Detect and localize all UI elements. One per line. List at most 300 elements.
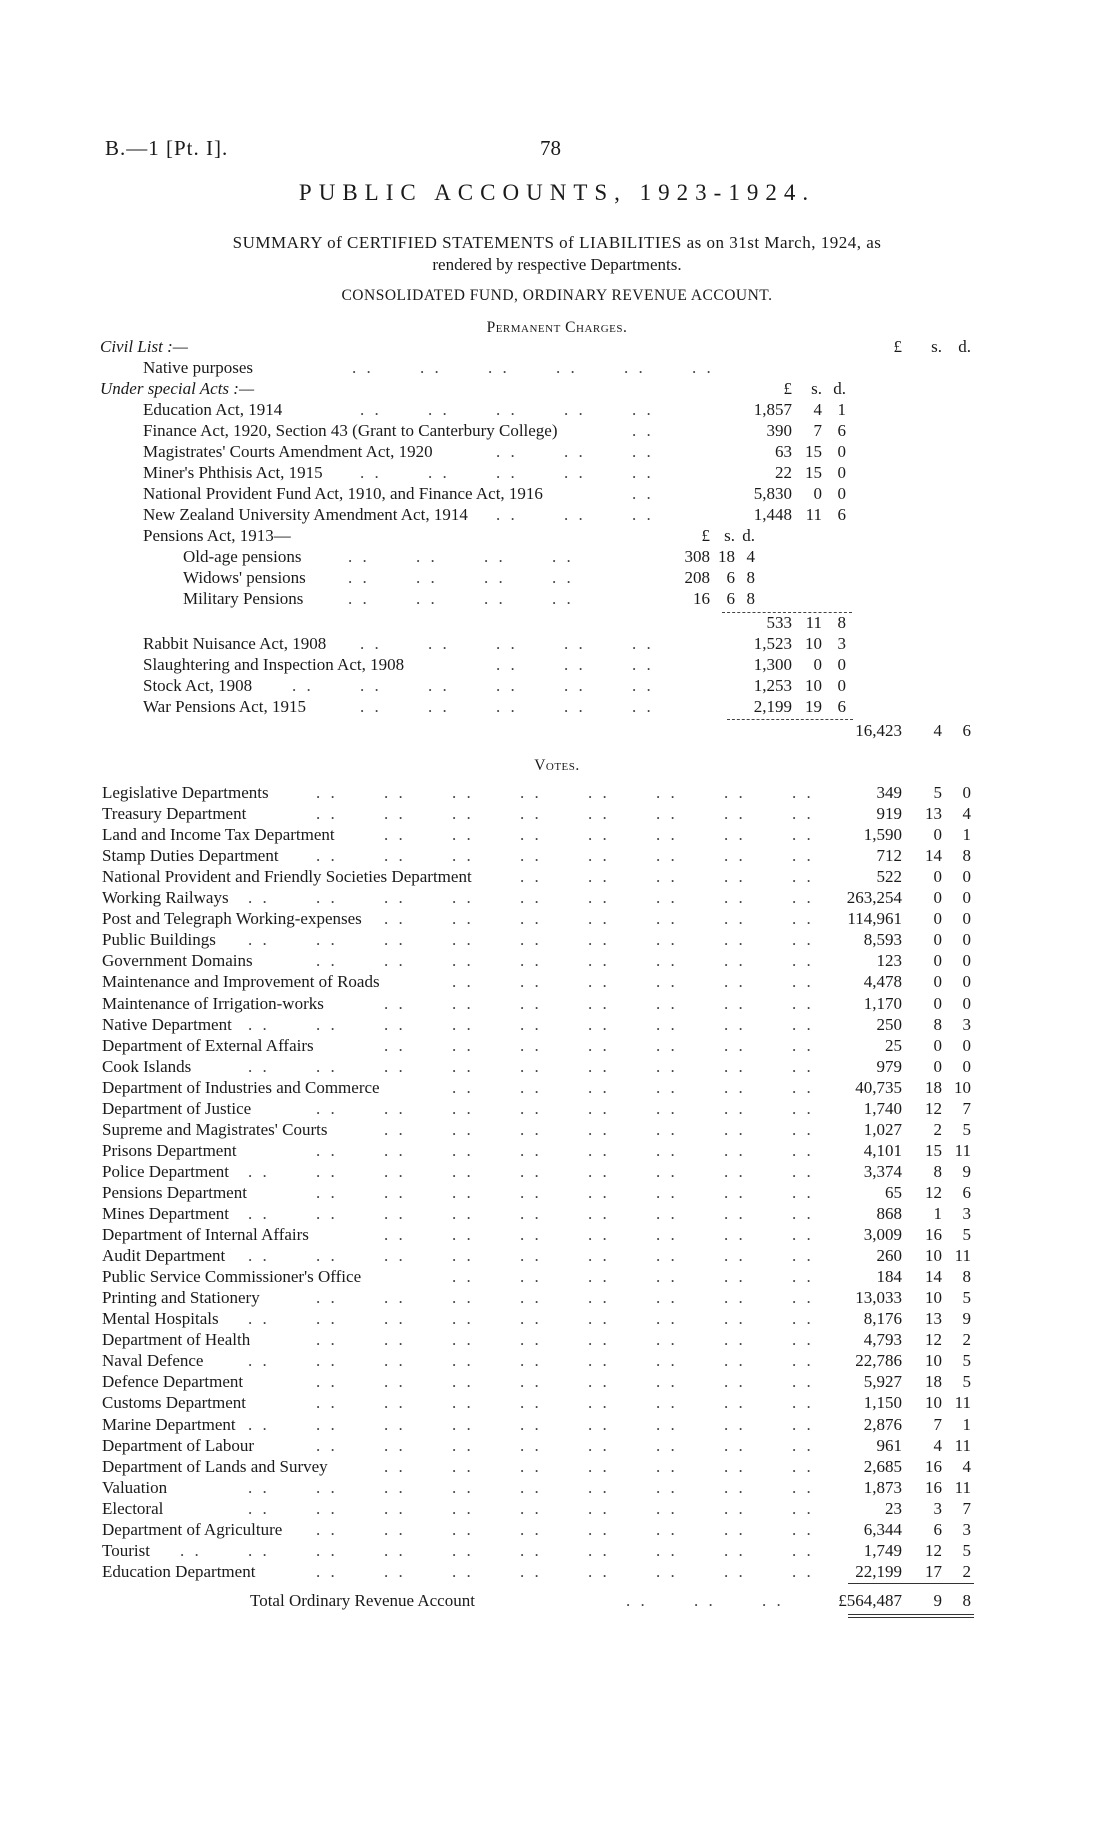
leader-dots: . . [384, 909, 406, 929]
leader-dots: . . [724, 1477, 746, 1497]
leader-dots: . . [656, 1056, 678, 1076]
leader-dots: . . [316, 1435, 338, 1455]
leader-dots: . . [520, 1372, 542, 1392]
vote-pence: 2 [962, 1561, 971, 1581]
leader-dots: . . [496, 655, 518, 674]
vote-pounds: 260 [876, 1246, 902, 1266]
vote-shillings: 10 [925, 1351, 942, 1371]
leader-dots: . . [384, 993, 406, 1013]
inner-shillings-header: s. [724, 526, 735, 545]
leader-dots: . . [724, 993, 746, 1013]
leader-dots: . . [656, 846, 678, 866]
leader-dots: . . [316, 1498, 338, 1518]
leader-dots: . . [792, 888, 814, 908]
leader-dots: . . [384, 1540, 406, 1560]
leader-dots: . . [588, 930, 610, 950]
leader-dots: . . [520, 1498, 542, 1518]
leader-dots: . . [724, 1435, 746, 1455]
vote-pence: 5 [962, 1540, 971, 1560]
special-act-shillings: 4 [813, 400, 822, 419]
leader-dots: . . [656, 993, 678, 1013]
leader-dots: . . [520, 1330, 542, 1350]
vote-label: National Provident and Friendly Societies Department [102, 867, 472, 887]
leader-dots: . . [452, 1140, 474, 1160]
leader-dots: . . [588, 1540, 610, 1560]
leader-dots: . . [588, 1140, 610, 1160]
vote-shillings: 0 [933, 825, 942, 845]
vote-pounds: 522 [876, 867, 902, 887]
special-act-label: National Provident Fund Act, 1910, and Finance Act, 1916 [143, 484, 543, 503]
special-act-pounds: 1,253 [753, 676, 792, 695]
vote-pounds: 123 [876, 951, 902, 971]
leader-dots: . . [360, 634, 382, 653]
leader-dots: . . [656, 1140, 678, 1160]
leader-dots: . . [792, 1540, 814, 1560]
leader-dots: . . [520, 1225, 542, 1245]
leader-dots: . . [384, 1519, 406, 1539]
leader-dots: . . [316, 1477, 338, 1497]
vote-pence: 0 [962, 1056, 971, 1076]
leader-dots: . . [496, 676, 518, 695]
leader-dots: . . [588, 1498, 610, 1518]
leader-dots: . . [384, 1225, 406, 1245]
leader-dots: . . [384, 1498, 406, 1518]
leader-dots: . . [588, 1098, 610, 1118]
leader-dots: . . [452, 1435, 474, 1455]
pensions-total-pence: 8 [837, 613, 846, 632]
vote-label: Police Department [102, 1161, 229, 1181]
vote-pounds: 1,590 [863, 825, 902, 845]
permanent-total-shillings: 4 [933, 721, 942, 740]
leader-dots: . . [792, 1393, 814, 1413]
leader-dots: . . [520, 846, 542, 866]
leader-dots: . . [724, 909, 746, 929]
leader-dots: . . [496, 505, 518, 524]
special-acts-heading: Under special Acts :— [100, 379, 255, 398]
vote-pence: 7 [962, 1098, 971, 1118]
leader-dots: . . [724, 867, 746, 887]
leader-dots: . . [420, 358, 442, 377]
vote-label: Pensions Department [102, 1182, 247, 1202]
pensions-total-shillings: 11 [805, 613, 822, 632]
leader-dots: . . [792, 1056, 814, 1076]
special-act-shillings: 11 [805, 505, 822, 524]
leader-dots: . . [520, 804, 542, 824]
leader-dots: . . [452, 1225, 474, 1245]
leader-dots: . . [588, 825, 610, 845]
leader-dots: . . [656, 1456, 678, 1476]
leader-dots: . . [452, 1035, 474, 1055]
leader-dots: . . [564, 442, 586, 461]
leader-dots: . . [656, 1519, 678, 1539]
leader-dots: . . [520, 1288, 542, 1308]
leader-dots: . . [588, 1246, 610, 1266]
leader-dots: . . [656, 1204, 678, 1223]
vote-label: Supreme and Magistrates' Courts [102, 1119, 328, 1139]
outer-shillings-header: s. [931, 337, 942, 356]
leader-dots: . . [384, 1309, 406, 1329]
vote-pence: 6 [962, 1182, 971, 1202]
leader-dots: . . [724, 1330, 746, 1350]
leader-dots: . . [520, 972, 542, 992]
vote-shillings: 8 [933, 1161, 942, 1181]
leader-dots: . . [724, 1267, 746, 1287]
pension-pence: 8 [746, 589, 755, 608]
leader-dots: . . [724, 783, 746, 802]
vote-pounds: 1,150 [863, 1393, 902, 1413]
outer-pence-header: d. [958, 337, 971, 356]
leader-dots: . . [316, 1098, 338, 1118]
leader-dots: . . [656, 888, 678, 908]
leader-dots: . . [316, 1140, 338, 1160]
page-title: PUBLIC ACCOUNTS, 1923-1924. [298, 180, 816, 205]
vote-pounds: 23 [885, 1498, 902, 1518]
leader-dots: . . [496, 634, 518, 653]
vote-shillings: 13 [925, 1309, 942, 1329]
vote-label: Marine Department [102, 1414, 236, 1434]
vote-pounds: 40,735 [855, 1077, 902, 1097]
leader-dots: . . [724, 1561, 746, 1581]
leader-dots: . . [248, 1540, 270, 1560]
leader-dots: . . [724, 1540, 746, 1560]
leader-dots: . . [416, 568, 438, 587]
vote-pence: 3 [962, 1014, 971, 1034]
vote-shillings: 0 [933, 888, 942, 908]
vote-pounds: 1,873 [863, 1477, 902, 1497]
vote-pounds: 4,101 [863, 1140, 902, 1160]
leader-dots: . . [248, 1477, 270, 1497]
leader-dots: . . [520, 951, 542, 971]
vote-pence: 4 [962, 804, 971, 824]
leader-dots: . . [428, 676, 450, 695]
vote-pence: 0 [962, 1035, 971, 1055]
leader-dots: . . [316, 1561, 338, 1581]
vote-label: Mines Department [102, 1204, 229, 1223]
vote-pence: 0 [962, 783, 971, 802]
vote-label: Department of Justice [102, 1098, 252, 1118]
leader-dots: . . [588, 1204, 610, 1223]
leader-dots: . . [248, 888, 270, 908]
pension-pence: 4 [746, 547, 755, 566]
leader-dots: . . [452, 1056, 474, 1076]
leader-dots: . . [520, 1014, 542, 1034]
leader-dots: . . [588, 1393, 610, 1413]
leader-dots: . . [520, 1056, 542, 1076]
leader-dots: . . [656, 1414, 678, 1434]
vote-pounds: 3,009 [863, 1225, 902, 1245]
leader-dots: . . [384, 1393, 406, 1413]
vote-pounds: 979 [876, 1056, 902, 1076]
leader-dots: . . [496, 400, 518, 419]
leader-dots: . . [520, 993, 542, 1013]
leader-dots: . . [588, 1561, 610, 1581]
leader-dots: . . [520, 1077, 542, 1097]
leader-dots: . . [792, 1077, 814, 1097]
leader-dots: . . [724, 1098, 746, 1118]
leader-dots: . . [452, 888, 474, 908]
leader-dots: . . [452, 825, 474, 845]
leader-dots: . . [520, 1161, 542, 1181]
leader-dots: . . [656, 825, 678, 845]
vote-pounds: 2,876 [863, 1414, 902, 1434]
leader-dots: . . [520, 1477, 542, 1497]
leader-dots: . . [724, 930, 746, 950]
vote-pence: 5 [962, 1372, 971, 1392]
vote-label: Department of Internal Affairs [102, 1225, 309, 1245]
leader-dots: . . [724, 1498, 746, 1518]
vote-label: Government Domains [102, 951, 253, 971]
leader-dots: . . [632, 505, 654, 524]
leader-dots: . . [384, 1435, 406, 1455]
vote-pence: 3 [962, 1519, 971, 1539]
leader-dots: . . [384, 951, 406, 971]
leader-dots: . . [588, 867, 610, 887]
special-act-pence: 1 [837, 400, 846, 419]
leader-dots: . . [564, 655, 586, 674]
leader-dots: . . [484, 589, 506, 608]
leader-dots: . . [384, 804, 406, 824]
inner-pounds-header: £ [701, 526, 710, 545]
vote-shillings: 0 [933, 1056, 942, 1076]
vote-shillings: 12 [925, 1182, 942, 1202]
leader-dots: . . [452, 1098, 474, 1118]
vote-label: Public Service Commissioner's Office [102, 1267, 362, 1287]
leader-dots: . . [724, 1393, 746, 1413]
leader-dots: . . [520, 1309, 542, 1329]
vote-pence: 5 [962, 1288, 971, 1308]
leader-dots: . . [416, 589, 438, 608]
leader-dots: . . [520, 930, 542, 950]
leader-dots: . . [724, 1140, 746, 1160]
leader-dots: . . [588, 1309, 610, 1329]
leader-dots: . . [384, 888, 406, 908]
vote-shillings: 13 [925, 804, 942, 824]
leader-dots: . . [384, 1330, 406, 1350]
leader-dots: . . [792, 993, 814, 1013]
vote-label: Education Department [102, 1561, 256, 1581]
vote-pence: 11 [954, 1435, 971, 1455]
vote-pence: 5 [962, 1119, 971, 1139]
leader-dots: . . [724, 1056, 746, 1076]
leader-dots: . . [724, 1035, 746, 1055]
vote-pounds: 712 [876, 846, 902, 866]
leader-dots: . . [656, 1393, 678, 1413]
leader-dots: . . [792, 951, 814, 971]
vote-pounds: 1,749 [863, 1540, 902, 1560]
pensions-total-pounds: 533 [766, 613, 792, 632]
leader-dots: . . [384, 1561, 406, 1581]
leader-dots: . . [656, 783, 678, 802]
leader-dots: . . [564, 676, 586, 695]
leader-dots: . . [632, 655, 654, 674]
leader-dots: . . [452, 804, 474, 824]
vote-pence: 0 [962, 972, 971, 992]
leader-dots: . . [384, 783, 406, 802]
leader-dots: . . [348, 547, 370, 566]
leader-dots: . . [656, 1225, 678, 1245]
mid-pence-header: d. [833, 379, 846, 398]
leader-dots: . . [656, 930, 678, 950]
vote-pounds: 22,786 [855, 1351, 902, 1371]
leader-dots: . . [452, 1014, 474, 1034]
leader-dots: . . [452, 1351, 474, 1371]
leader-dots: . . [316, 846, 338, 866]
vote-shillings: 18 [925, 1372, 942, 1392]
vote-label: Treasury Department [102, 804, 247, 824]
leader-dots: . . [316, 783, 338, 802]
vote-shillings: 12 [925, 1330, 942, 1350]
vote-pence: 1 [962, 825, 971, 845]
leader-dots: . . [428, 400, 450, 419]
leader-dots: . . [656, 909, 678, 929]
leader-dots: . . [520, 1267, 542, 1287]
leader-dots: . . [588, 1035, 610, 1055]
leader-dots: . . [588, 1435, 610, 1455]
grand-total-rule-1 [848, 1614, 974, 1615]
leader-dots: . . [656, 867, 678, 887]
vote-label: Maintenance and Improvement of Roads [102, 972, 380, 992]
leader-dots: . . [552, 568, 574, 587]
leader-dots: . . [792, 1225, 814, 1245]
leader-dots: . . [316, 1330, 338, 1350]
leader-dots: . . [792, 1014, 814, 1034]
leader-dots: . . [564, 634, 586, 653]
vote-pence: 11 [954, 1246, 971, 1266]
vote-label: Customs Department [102, 1393, 247, 1413]
leader-dots: . . [656, 1119, 678, 1139]
leader-dots: . . [348, 568, 370, 587]
votes-heading: Votes. [534, 757, 580, 774]
leader-dots: . . [588, 1351, 610, 1371]
leader-dots: . . [452, 972, 474, 992]
grand-total-shillings: 9 [933, 1590, 942, 1610]
leader-dots: . . [496, 463, 518, 482]
leader-dots: . . [792, 1204, 814, 1223]
leader-dots: . . [348, 589, 370, 608]
leader-dots: . . [588, 1077, 610, 1097]
vote-pounds: 1,027 [863, 1119, 902, 1139]
leader-dots: . . [316, 1182, 338, 1202]
leader-dots: . . [452, 993, 474, 1013]
leader-dots: . . [180, 1540, 202, 1560]
leader-dots: . . [588, 1182, 610, 1202]
vote-pence: 5 [962, 1351, 971, 1371]
leader-dots: . . [792, 1351, 814, 1371]
civil-list-heading: Civil List :— [100, 337, 188, 356]
special-act-pence: 6 [837, 505, 846, 524]
leader-dots: . . [452, 951, 474, 971]
special-act-shillings: 10 [805, 634, 822, 653]
leader-dots: . . [520, 1540, 542, 1560]
leader-dots: . . [248, 1414, 270, 1434]
leader-dots: . . [626, 1590, 648, 1610]
vote-shillings: 4 [933, 1435, 942, 1455]
leader-dots: . . [792, 1140, 814, 1160]
vote-label: Public Buildings [102, 930, 216, 950]
leader-dots: . . [588, 972, 610, 992]
leader-dots: . . [384, 1246, 406, 1266]
leader-dots: . . [588, 1161, 610, 1181]
leader-dots: . . [588, 1225, 610, 1245]
vote-label: Department of External Affairs [102, 1035, 314, 1055]
leader-dots: . . [792, 1288, 814, 1308]
vote-pounds: 2,685 [863, 1456, 902, 1476]
vote-pence: 2 [962, 1330, 971, 1350]
leader-dots: . . [384, 1119, 406, 1139]
leader-dots: . . [656, 1267, 678, 1287]
leader-dots: . . [452, 1204, 474, 1223]
vote-shillings: 10 [925, 1288, 942, 1308]
leader-dots: . . [316, 888, 338, 908]
leader-dots: . . [316, 1246, 338, 1266]
vote-shillings: 12 [925, 1098, 942, 1118]
leader-dots: . . [520, 1140, 542, 1160]
vote-label: Valuation [102, 1477, 168, 1497]
vote-label: Department of Industries and Commerce [102, 1077, 380, 1097]
leader-dots: . . [248, 1161, 270, 1181]
leader-dots: . . [588, 1414, 610, 1434]
vote-label: Cook Islands [102, 1056, 192, 1076]
special-act-pounds: 1,857 [753, 400, 792, 419]
vote-pounds: 184 [876, 1267, 902, 1287]
leader-dots: . . [724, 1204, 746, 1223]
leader-dots: . . [520, 1351, 542, 1371]
vote-label: Department of Health [102, 1330, 251, 1350]
leader-dots: . . [724, 1014, 746, 1034]
special-act-shillings: 15 [805, 442, 822, 461]
pension-pounds: 16 [693, 589, 710, 608]
leader-dots: . . [360, 697, 382, 716]
vote-pounds: 961 [876, 1435, 902, 1455]
leader-dots: . . [632, 400, 654, 419]
leader-dots: . . [724, 846, 746, 866]
vote-pounds: 263,254 [846, 888, 902, 908]
vote-pounds: 8,176 [863, 1309, 902, 1329]
vote-pence: 11 [954, 1477, 971, 1497]
leader-dots: . . [588, 909, 610, 929]
leader-dots: . . [588, 783, 610, 802]
leader-dots: . . [384, 1098, 406, 1118]
leader-dots: . . [520, 825, 542, 845]
leader-dots: . . [656, 1435, 678, 1455]
pension-label: Old-age pensions [183, 547, 302, 566]
leader-dots: . . [248, 1204, 270, 1223]
leader-dots: . . [556, 358, 578, 377]
leader-dots: . . [248, 1309, 270, 1329]
vote-shillings: 1 [933, 1204, 942, 1223]
vote-label: Legislative Departments [102, 783, 269, 802]
vote-label: Department of Labour [102, 1435, 254, 1455]
leader-dots: . . [384, 1014, 406, 1034]
leader-dots: . . [588, 1456, 610, 1476]
special-act-label: War Pensions Act, 1915 [143, 697, 306, 716]
vote-pounds: 5,927 [863, 1372, 902, 1392]
leader-dots: . . [792, 1161, 814, 1181]
leader-dots: . . [520, 909, 542, 929]
leader-dots: . . [792, 867, 814, 887]
leader-dots: . . [520, 867, 542, 887]
leader-dots: . . [792, 825, 814, 845]
leader-dots: . . [352, 358, 374, 377]
summary-heading: SUMMARY of CERTIFIED STATEMENTS of LIABILITIES as on 31st March, 1924, as [232, 233, 882, 252]
page-number: 78 [540, 136, 561, 160]
leader-dots: . . [588, 888, 610, 908]
leader-dots: . . [792, 1435, 814, 1455]
leader-dots: . . [762, 1590, 784, 1610]
vote-label: Native Department [102, 1014, 232, 1034]
leader-dots: . . [792, 1267, 814, 1287]
leader-dots: . . [656, 1288, 678, 1308]
